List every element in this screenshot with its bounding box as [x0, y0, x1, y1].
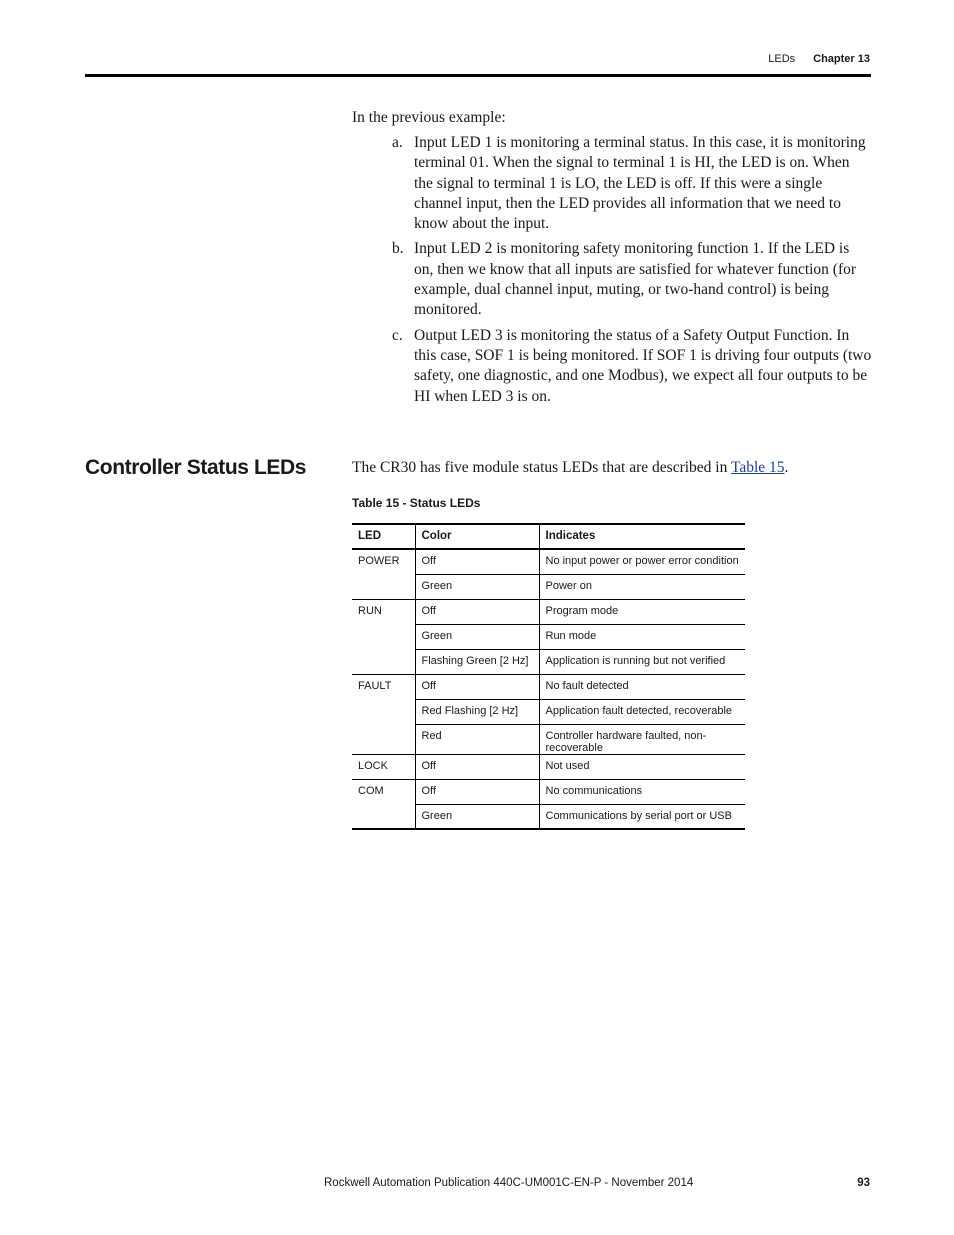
running-header — [768, 53, 870, 65]
table-row — [352, 549, 745, 574]
intro-paragraph: In the previous example: — [352, 109, 506, 126]
section-intro-text: The CR30 has five module status LEDs that are described in — [352, 459, 731, 476]
cell-indicates: Power on — [539, 574, 745, 599]
cell-led — [352, 624, 415, 649]
cell-color: Green — [415, 804, 539, 829]
cell-led: LOCK — [352, 754, 415, 779]
publication-info: Rockwell Automation Publication 440C-UM001C-EN-P - November 2014 — [324, 1177, 694, 1189]
header-rule — [85, 74, 871, 77]
status-leds-table — [352, 523, 745, 830]
cell-color: Off — [415, 549, 539, 574]
list-marker: c. — [392, 326, 403, 344]
list-item — [392, 326, 872, 407]
cell-indicates: No communications — [539, 779, 745, 804]
list-marker: a. — [392, 134, 403, 151]
list-text: Output LED 3 is monitoring the status of a Safety Output Function. In this case, SOF 1 is being monitored. If SOF 1 is driving four outputs (two safety, one diagnostic, and one Modbus), we expect all four outputs to be HI when LED 3 is on. — [414, 326, 872, 405]
cell-led: FAULT — [358, 679, 392, 692]
table-header-row — [352, 524, 745, 549]
cell-color: Red — [415, 724, 539, 754]
cell-led: COM — [358, 784, 384, 797]
list-text: Input LED 1 is monitoring a terminal status. In this case, it is monitoring terminal 01. When the signal to terminal 1 is HI, the LED is on. When the signal to terminal 1 is LO, the LED is off. If this were a single channel input, then the LED provides all information that we need to know about the input. — [414, 134, 866, 233]
cell-indicates: Application fault detected, recoverable — [539, 699, 745, 724]
list-item — [392, 239, 872, 320]
header-section: LEDs — [768, 53, 796, 65]
table-15-link[interactable]: Table 15 — [730, 459, 785, 476]
list-text: Input LED 2 is monitoring safety monitoring function 1. If the LED is on, then we know that all inputs are satisfied for whatever function (for example, dual channel input, muting, or two-hand control) is being monitored. — [414, 240, 857, 319]
cell-indicates: Not used — [539, 754, 745, 779]
cell-led — [352, 649, 415, 674]
list-item — [392, 133, 872, 234]
example-list — [392, 133, 872, 412]
cell-color: Off — [415, 599, 539, 624]
table-caption: Table 15 - Status LEDs — [352, 496, 481, 510]
table-row — [352, 754, 745, 779]
table-row — [352, 674, 745, 699]
cell-led: POWER — [358, 555, 400, 567]
table-row — [352, 624, 745, 649]
cell-indicates: Communications by serial port or USB — [539, 804, 745, 829]
section-intro-end: . — [784, 459, 789, 476]
cell-color: Off — [415, 674, 539, 699]
cell-led — [352, 724, 415, 754]
cell-color: Green — [415, 574, 539, 599]
cell-color: Flashing Green [2 Hz] — [415, 649, 539, 674]
list-marker: b. — [392, 240, 404, 258]
table-row — [352, 649, 745, 674]
header-led: LED — [358, 530, 381, 542]
cell-indicates: No fault detected — [539, 674, 745, 699]
cell-color: Green — [415, 624, 539, 649]
cell-color: Red Flashing [2 Hz] — [415, 699, 539, 724]
cell-led — [352, 699, 415, 724]
cell-led — [352, 804, 415, 829]
table-row — [352, 574, 745, 599]
table-row — [352, 724, 745, 754]
header-chapter: Chapter 13 — [813, 53, 870, 65]
table-row — [352, 599, 745, 624]
page-number: 93 — [857, 1177, 870, 1189]
cell-indicates: Program mode — [539, 599, 745, 624]
cell-indicates: Application is running but not verified — [539, 649, 745, 674]
section-heading: Controller Status LEDs — [85, 456, 307, 479]
cell-indicates: Controller hardware faulted, non-recoverable — [539, 724, 745, 754]
cell-led — [352, 574, 415, 599]
table-row — [352, 779, 745, 804]
cell-led: RUN — [358, 604, 382, 617]
cell-indicates: Run mode — [539, 624, 745, 649]
table-row — [352, 699, 745, 724]
table-row — [352, 804, 745, 829]
cell-color: Off — [415, 754, 539, 779]
cell-indicates: No input power or power error condition — [539, 549, 745, 574]
header-indicates: Indicates — [539, 524, 745, 549]
header-color: Color — [415, 524, 539, 549]
section-intro — [352, 458, 872, 478]
cell-color: Off — [415, 779, 539, 804]
